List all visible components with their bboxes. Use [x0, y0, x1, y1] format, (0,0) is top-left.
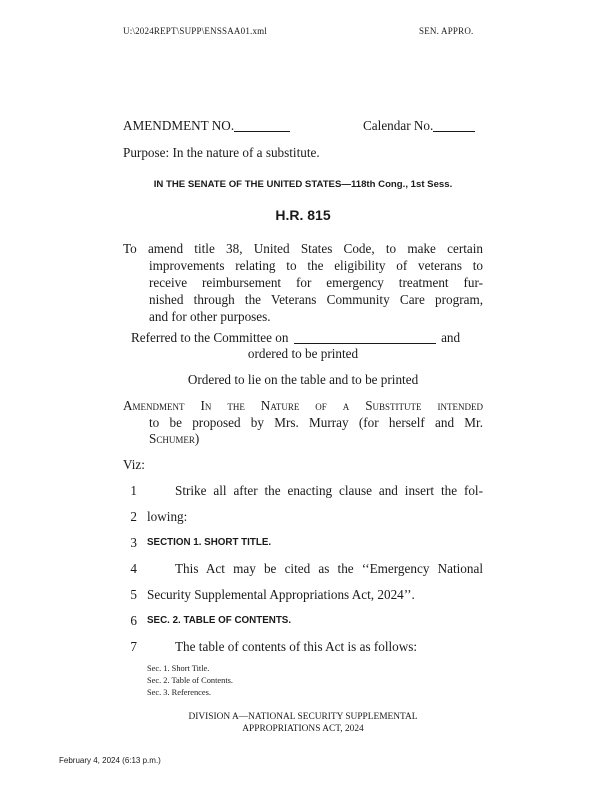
referral-line-2: ordered to be printed [247, 346, 359, 361]
toc-item: Sec. 3. References. [147, 688, 211, 697]
toc-item: Sec. 2. Table of Contents. [147, 676, 234, 685]
division-heading [123, 711, 483, 735]
long-title-line-2: improvements relating to the eligibility of veterans to [149, 258, 483, 273]
calendar-no-blank [433, 119, 475, 132]
long-title-line-1: To amend title 38, United States Code, to make certain [123, 241, 483, 256]
division-heading-line-2: APPROPRIATIONS ACT, 2024 [242, 724, 364, 734]
amendment-no-label: AMENDMENT NO. [123, 118, 235, 133]
amendment-intent-line-3: Schumer) [149, 431, 200, 446]
line-number: 7 [130, 639, 137, 654]
line-number: 4 [130, 561, 137, 576]
bill-number: H.R. 815 [275, 207, 331, 223]
committee-blank [294, 331, 436, 344]
committee-label: SEN. APPRO. [419, 26, 474, 36]
amendment-number-line [123, 118, 290, 134]
footer-date: February 4, 2024 (6:13 p.m.) [59, 756, 161, 765]
body-line-text: Strike all after the enacting clause and insert the fol- [175, 483, 483, 498]
ordered-line: Ordered to lie on the table and to be printed [187, 372, 419, 387]
calendar-no-label: Calendar No. [363, 118, 434, 133]
body-line-text: lowing: [147, 509, 188, 524]
viz-label: Viz: [123, 457, 145, 472]
body-line-text: The table of contents of this Act is as follows: [175, 639, 418, 654]
long-title-line-3: receive reimbursement for emergency treatment fur- [149, 275, 483, 290]
referral-suffix: and [441, 330, 461, 345]
long-title-line-5: and for other purposes. [149, 309, 271, 324]
amendment-no-blank [234, 119, 290, 132]
file-path: U:\2024REPT\SUPP\ENSSAA01.xml [123, 26, 268, 36]
purpose: Purpose: In the nature of a substitute. [123, 145, 320, 160]
line-number: 5 [130, 587, 137, 602]
section-heading: SECTION 1. SHORT TITLE. [147, 537, 272, 548]
line-number: 1 [130, 483, 137, 498]
referral-line-1 [131, 330, 460, 346]
body-line-text: This Act may be cited as the ‘‘Emergency National [175, 561, 483, 576]
amendment-intent-line-2: to be proposed by Mrs. Murray (for herself and Mr. [149, 414, 483, 430]
line-number: 6 [130, 613, 137, 628]
amendment-intent-line-1: Amendment In the Nature of a Substitute intended [123, 398, 483, 413]
amendment-intent [123, 398, 483, 448]
senate-session-line: IN THE SENATE OF THE UNITED STATES—118th Cong., 1st Sess. [153, 179, 453, 190]
body-line-text: Security Supplemental Appropriations Act, 2024’’. [147, 587, 415, 602]
division-heading-line-1: DIVISION A—NATIONAL SECURITY SUPPLEMENTAL [188, 712, 418, 722]
long-title [123, 240, 483, 325]
line-number: 3 [130, 535, 137, 550]
referral-prefix: Referred to the Committee on [131, 330, 289, 345]
section-heading: SEC. 2. TABLE OF CONTENTS. [147, 615, 292, 626]
line-number: 2 [130, 509, 137, 524]
toc-item: Sec. 1. Short Title. [147, 664, 210, 673]
long-title-line-4: nished through the Veterans Community Care program, [149, 292, 483, 307]
calendar-number-line [363, 118, 475, 134]
